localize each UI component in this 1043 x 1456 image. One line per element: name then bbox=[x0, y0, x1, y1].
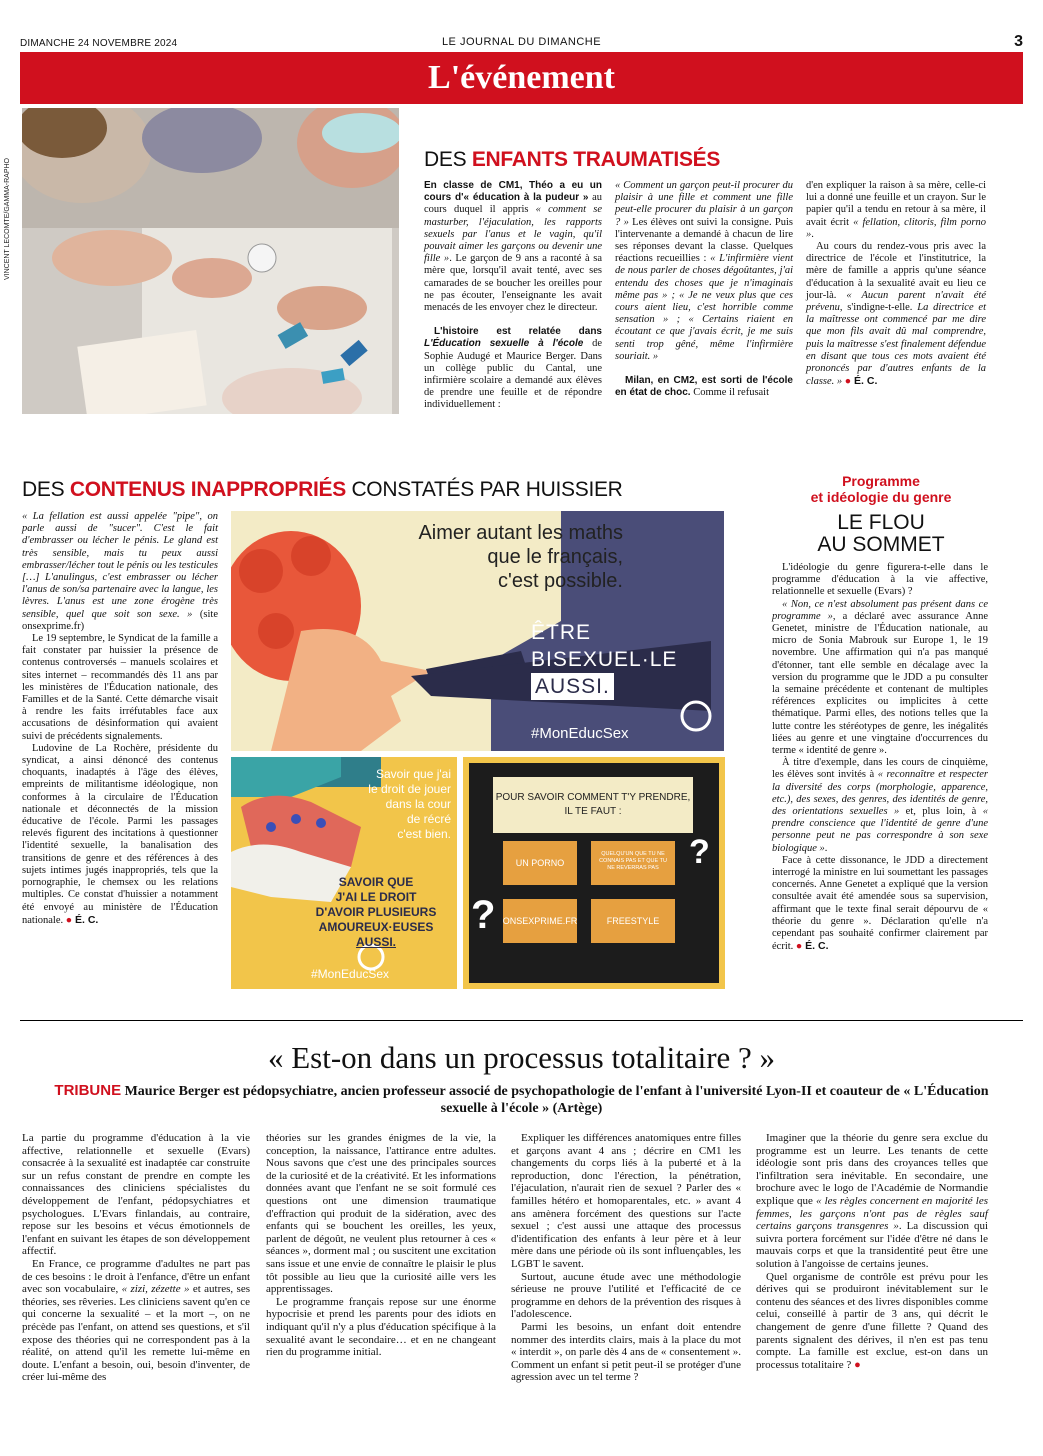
statement-line: ÊTRE bbox=[531, 621, 592, 644]
tribune-quote: « les règles concernent en majorité les femmes, les garçons n'ont pas de règles sauf certains garçons transgenres » bbox=[756, 1194, 988, 1233]
quiz-option-3: ONSEXPRIME.FR bbox=[503, 899, 577, 943]
sidebar-text: et, plus loin, à bbox=[899, 806, 983, 818]
article1-text: . bbox=[811, 228, 814, 240]
article1-heading-part1: DES bbox=[424, 148, 472, 171]
caption-line: de récré bbox=[406, 812, 451, 826]
sidebar-text: , a déclaré avec assurance Anne Genetet, ministre de l'Éducation nationale, au micro de Sonia Mabrouk sur Europe 1, le 19 novembre. Une affirmation qui n'a pas manqué d'étonner, tant elle semble en décalage avec la version du programme que le JDD a pu consulter la semaine précédente et contenant de multiples références explicites ou implicites à cette thématique. Parmi elles, des notions telles que la lutte contre les stéréotypes de genre, les inégalités liées au genre et une vingtaine d'occurrences du terme « identité de genre ». bbox=[772, 610, 989, 757]
author-signature: É. C. bbox=[851, 375, 878, 388]
tribune-paragraph: théories sur les grandes énigmes de la vie, la conception, la naissance, l'attirance entre adultes. Nous savons que c'est une des principales sources de la curiosité et de la créativité. Et les informations données avant que l'enfant ne se soit formulé ces questions ont une dimension traumatique d'effraction qui produit de la sidération, avec des enfants qui se bouchent les oreilles, les yeux, parlent de dégoût, ne veulent plus retourner à ces « séances », dorment mal ; ou suscitent une excitation sans issue et une envie de connaître le plaisir le plus tôt possible au lieu que la curiosité aille vers les apprentissages. bbox=[266, 1132, 496, 1296]
infographic2-statement bbox=[301, 875, 451, 950]
infographic1-statement bbox=[531, 619, 711, 700]
tribune-text: . La discussion qui suivra portera forcément sur l'idée d'être né dans le mauvais corps et que la transidentité peut être une solution à l'angoisse de certains jeunes. bbox=[756, 1220, 989, 1270]
article1-heading-part2: ENFANTS TRAUMATISÉS bbox=[471, 148, 721, 171]
sidebar-text: À titre d'exemple, dans les cours de cinquième, les élèves sont invités à bbox=[772, 757, 988, 781]
tribune-author-line: Maurice Berger est pédopsychiatre, ancien professeur associé de psychopathologie de l'enfant à l'université Lyon-II et coauteur de « L'Éducation sexuelle à l'école » (Artège) bbox=[121, 1084, 989, 1116]
journal-name: LE JOURNAL DU DIMANCHE bbox=[441, 36, 602, 48]
infographic1-line: c'est possible. bbox=[498, 570, 623, 592]
article1-quote: « Comment un garçon peut-il procurer du plaisir à une fille et comment une fille peut-elle procurer du plaisir à un garçon ? » bbox=[615, 180, 793, 228]
sidebar-kicker bbox=[770, 473, 992, 505]
article1-col1 bbox=[424, 180, 602, 412]
section-banner: L'événement bbox=[20, 52, 1023, 104]
classroom-photo-illustration bbox=[22, 108, 399, 414]
article1-text: . Le garçon de 9 ans a raconté à sa mère que, lorsqu'il avait tenté, avec ses camarades de se boucher les oreilles pour ne pas écouter, l'enseignante les avait menacés de les envoyer chez le directeur. bbox=[424, 253, 602, 314]
question-line: POUR SAVOIR COMMENT T'Y PRENDRE, bbox=[495, 792, 691, 803]
tribune-paragraph: La partie du programme d'éducation à la vie affective, relationnelle et sexuelle (Evars) consacrée à la sexualité est inadaptée car construite sur un refus constant de prendre en compte les connaissances des cliniciens spécialistes du développement de l'enfant, pédopsychiatres et psychologues. L'Evars finlandais, au contraire, repose sur les besoins et vécus émotionnels de l'enfant en suivant les étapes de son développement affectif. bbox=[22, 1132, 250, 1258]
sidebar-paragraph: L'idéologie du genre figurera-t-elle dans le programme d'éducation à la vie affective, relationnelle et sexuelle (Evars) ? bbox=[772, 562, 988, 598]
tribune-paragraph: Expliquer les différences anatomiques entre filles et garçons avant 4 ans ; décrire en CM1 les changements du corps liés à la puberté et à la reproduction, donc l'érection, la pénétration, l'éjaculation, n'aurait rien de sexuel ? Parler des « familles hétéro et homoparentales, etc. » avant 4 ans amènera forcément des questions sur l'acte sexuel ; c'est aussi une attaque des processus d'identification des enfants à leur père et à leur mère dans une période où ils sont influençables, les LGBT le savent. bbox=[511, 1132, 741, 1270]
author-signature: É. C. bbox=[802, 940, 829, 953]
statement-line: AMOUREUX·EUSES bbox=[318, 920, 434, 934]
article1-quote: « fellation, clitoris, film porno » bbox=[806, 216, 987, 240]
kicker-line: et idéologie du genre bbox=[810, 489, 952, 505]
page-header bbox=[20, 33, 1023, 50]
tribune-subtitle bbox=[40, 1082, 1003, 1117]
tribune-text: En France, ce programme d'adultes ne part pas de ces besoins : le droit à l'enfance, d'être un enfant avec son vocabulaire, bbox=[22, 1257, 250, 1296]
article2-heading-part2: CONTENUS INAPPROPRIÉS bbox=[69, 478, 346, 501]
title-line: AU SOMMET bbox=[817, 533, 945, 556]
infographic2-caption bbox=[351, 767, 451, 842]
quiz-option-2: QUELQU'UN QUE TU NE CONNAIS PAS ET QUE TU NE REVERRAS PAS bbox=[591, 841, 675, 885]
sidebar-quote: « prendre conscience que l'identité de genre d'une personne peut ne pas correspondre à son sexe biologique » bbox=[772, 806, 988, 854]
sidebar-paragraph: Face à cette dissonance, le JDD a directement interrogé la ministre en lui soumettant les passages concernés. Anne Genetet a expliqué que la version consultée avait été amendée sous sa supervision, affirmant que le texte final serait dépourvu de « théorie du genre ». Déclaration qu'elle n'a cependant pas souhaité confirmer clairement par écrit. bbox=[772, 854, 988, 953]
tribune-quote: « zizi, zézette » bbox=[121, 1283, 190, 1296]
quiz-option-1: UN PORNO bbox=[503, 841, 577, 885]
article2-paragraph: Ludovine de La Rochère, présidente du syndicat, a ainsi dénoncé des contenus choquants, inadaptés à l'âge des élèves, empreints de militantisme idéologique, non conformes à la circulaire de l'Éducation nationale et déconnectés de la mission éducative de l'école. Parmi les passages relevés figurent des incitations à questionner l'identité sexuelle, la banalisation des transitions de genre et des références à des sujets intimes jugés inappropriés, tels que la pornographie, le chemsex ou les relations multiples. Ce constat d'huissier a notamment été envoyé au ministère de l'Éducation nationale. bbox=[22, 742, 218, 926]
tribune-label: TRIBUNE bbox=[54, 1082, 122, 1099]
article2-heading-part1: DES bbox=[22, 478, 70, 501]
article1-text: Au cours du rendez-vous pris avec la directrice de l'école et l'institutrice, la mère de famille a appris qu'une séance d'éducation à la sexualité avait eu lieu ce jour-là. bbox=[806, 241, 986, 301]
article1-text: d'en expliquer la raison à sa mère, celle-ci lui a donné une feuille et un crayon. Sur le papier qu'il a tendu en retour à sa mère, il avait écrit bbox=[806, 180, 986, 228]
end-dot: ● bbox=[851, 1358, 861, 1371]
tribune-text: Imaginer que la théorie du genre sera exclue du programme est un leurre. Les tenants de cette idéologie sont pris dans des croyances telles que l'infiltration sera inévitable. En secondaire, une brochure avec le logo de l'Académie de Normandie explique que bbox=[756, 1132, 988, 1207]
article1-lead3: Milan, en CM2, est sorti de l'école en état de choc. bbox=[615, 375, 793, 399]
infographic1-line: que le français, bbox=[487, 546, 623, 568]
sidebar-quote: « Non, ce n'est absolument pas présent dans ce programme » bbox=[772, 598, 988, 622]
sidebar-text: . bbox=[824, 842, 828, 854]
sidebar-body bbox=[772, 562, 988, 954]
article1-quote: « comment se masturber, l'éjaculation, les rapports sexuels par l'anus et le vagin, qu'il pouvait aimer les garçons ou devenir une fille » bbox=[424, 204, 602, 265]
article1-quote: La directrice et la maîtresse ont commencé par me dire que mon fils avait dû mal comprendre, puis la maîtresse s'est finalement défendue en disant que tous ces mots avaient été prononcés par d'autres enfants de la classe. » bbox=[806, 302, 986, 388]
article1-col3 bbox=[806, 180, 986, 388]
article2-heading-part3: CONSTATÉS PAR HUISSIER bbox=[345, 478, 623, 501]
tribune-paragraph: Quel organisme de contrôle est prévu pour les dérives qui se produiront inévitablement sur le contenu des séances et des livres disponibles comme celui, conseillé à partir de 3 ans, qui décrit le changement de genre d'une fillette ? Quand des parents signalent des dérives, il n'en est pas tenu compte. La famille est exclue, est-on dans un processus totalitaire ? bbox=[756, 1270, 988, 1371]
hashtag: #MonEducSex bbox=[311, 967, 390, 981]
tribune-col1 bbox=[22, 1132, 250, 1384]
article2-quote: « La fellation est aussi appelée "pipe", on parle aussi de "sucer". C'est le fait d'embrasser ou lécher le pénis. Le gland est très sensible, mais tu peux aussi embrasser/lécher tout le pénis ou les testicules […] L'anulingus, c'est embrasser ou lécher l'anus de son/sa partenaire avec la langue, les lèvres. L'anus est une zone érogène très sensible, quel que soit son sexe. » bbox=[22, 511, 218, 620]
caption-line: dans la cour bbox=[385, 797, 451, 811]
question-line: IL TE FAUT : bbox=[564, 806, 622, 817]
infographic-amoureux bbox=[231, 757, 457, 989]
end-dot: ● bbox=[793, 941, 803, 953]
tribune-paragraph: Le programme français repose sur une énorme hypocrisie et prend les parents pour des idiots en indiquant qu'il n'y a plus d'éducation spécifique à la sexualité avant le secondaire… et en ne changeant rien du programme initial. bbox=[266, 1295, 496, 1359]
tribune-col4 bbox=[756, 1132, 988, 1371]
statement-line: AUSSI. bbox=[531, 673, 614, 700]
infographic-bisexuel bbox=[231, 511, 724, 751]
caption-line: le droit de jouer bbox=[368, 782, 451, 796]
infographic1-caption bbox=[323, 521, 623, 593]
tribune-col3 bbox=[511, 1132, 741, 1384]
issue-date: DIMANCHE 24 NOVEMBRE 2024 bbox=[20, 38, 178, 49]
end-dot: ● bbox=[63, 914, 73, 926]
caption-line: c'est bien. bbox=[397, 827, 451, 841]
photo-credit: VINCENT LECOMTE/GAMMA-RAPHO bbox=[4, 158, 11, 280]
tribune-text: et autres, ses théories, ses rêveries. Les cliniciens savent qu'en ce qui concerne la sexualité – et la mort –, on ne précède pas l'enfant, on attend ses questions, et s'il expose des théories qui ne correspondent pas à la réalité, on attend qu'il les remette lui-même en doute. L'enfant a besoin, oui, besoin d'inventer, de créer lui-même des bbox=[22, 1283, 251, 1384]
article2-body bbox=[22, 511, 218, 927]
lead-photo bbox=[22, 108, 399, 414]
sidebar-title bbox=[770, 512, 992, 556]
tribune-title: « Est-on dans un processus totalitaire ? » bbox=[267, 1040, 776, 1075]
article1-text: de Sophie Audugé et Maurice Berger. Dans un collège public du Cantal, une infirmière scolaire a demandé aux élèves de prendre une feuille et de répondre individuellement : bbox=[424, 338, 602, 411]
article1-col2 bbox=[615, 180, 793, 399]
article2-heading bbox=[22, 478, 623, 502]
tribune-paragraph: Parmi les besoins, un enfant doit entendre nommer des interdits clairs, mais à la place du mot « interdit », on parle dès 4 ans de « consentement ». Comment un enfant si petit peut-il se protéger d'une agression avec un tel terme ? bbox=[511, 1320, 741, 1384]
question-mark-icon: ? bbox=[689, 833, 710, 871]
article1-text: , s'indigne-t-elle. bbox=[839, 302, 918, 314]
statement-line: AUSSI. bbox=[355, 935, 396, 949]
kicker-line: Programme bbox=[842, 473, 920, 489]
article1-text: Comme il refusait bbox=[690, 387, 770, 399]
hashtag: #MonEducSex bbox=[531, 725, 629, 742]
infographic1-line: Aimer autant les maths bbox=[418, 522, 623, 544]
statement-line: D'AVOIR PLUSIEURS bbox=[315, 905, 437, 919]
caption-line: Savoir que j'ai bbox=[376, 767, 451, 781]
quiz-option-4: FREESTYLE bbox=[591, 899, 675, 943]
article1-quote: « Aucun parent n'avait été prévenu bbox=[806, 289, 987, 314]
statement-line: J'AI LE DROIT bbox=[335, 890, 417, 904]
tribune-col2 bbox=[266, 1132, 496, 1359]
article1-lead1: En classe de CM1, Théo a eu un cours d'« éducation à la pudeur » bbox=[424, 180, 602, 204]
title-line: LE FLOU bbox=[837, 511, 925, 534]
article1-text: au cours duquel il appris bbox=[424, 192, 602, 216]
infographic-quiz bbox=[463, 757, 725, 989]
question-mark-icon: ? bbox=[471, 893, 496, 937]
statement-line: BISEXUEL·LE bbox=[531, 648, 678, 671]
book-title: L'Éducation sexuelle à l'école bbox=[424, 338, 584, 350]
article1-lead2: L'histoire est relatée dans bbox=[434, 326, 602, 338]
article2-paragraph: Le 19 septembre, le Syndicat de la famille a fait constater par huissier la présence de contenus controversés – manuels scolaires et sites internet – recommandés dès 11 ans par les ministères de l'Éducation nationale, des Familles et de la Santé. Cette démarche visait à rendre les faits irréfutables face aux accusations de désinformation qui avaient suivi de précédents signalements. bbox=[22, 633, 218, 742]
author-signature: É. C. bbox=[72, 913, 99, 926]
sidebar-quote: « reconnaître et respecter la diversité des corps (morphologie, apparence, etc.), des sexes, des genres, des identités de genre, des orientations sexuelles » bbox=[772, 769, 988, 818]
section-divider bbox=[20, 1020, 1023, 1021]
statement-line: SAVOIR QUE bbox=[338, 875, 414, 889]
quiz-question bbox=[493, 777, 693, 833]
article2-text: (site onsexprime.fr) bbox=[22, 608, 219, 632]
page-number: 3 bbox=[1014, 33, 1023, 50]
article1-quote: « L'infirmière vient de nous parler de choses dégoûtantes, j'ai entendu des choses que je n'imaginais même pas » ; « Je ne veux plus que ces cours aient lieu, c'est horrible comme sensation » ; « Certains riaient en écoutant ce que j'avais écrit, je me suis senti trop gêné, même l'infirmière souriait. » bbox=[615, 253, 793, 362]
article1-heading bbox=[424, 148, 720, 172]
article1-text: Les élèves ont suivi la consigne. Puis l'intervenante a demandé à chacun de lire ses réponses devant la classe. Quelques réactions recueillies : bbox=[615, 216, 794, 265]
tribune-paragraph: Surtout, aucune étude avec une méthodologie sérieuse ne prouve l'utilité et l'efficacité de ce programme en dehors de la prévention des risques à l'adolescence. bbox=[511, 1270, 741, 1321]
end-dot: ● bbox=[842, 376, 852, 388]
